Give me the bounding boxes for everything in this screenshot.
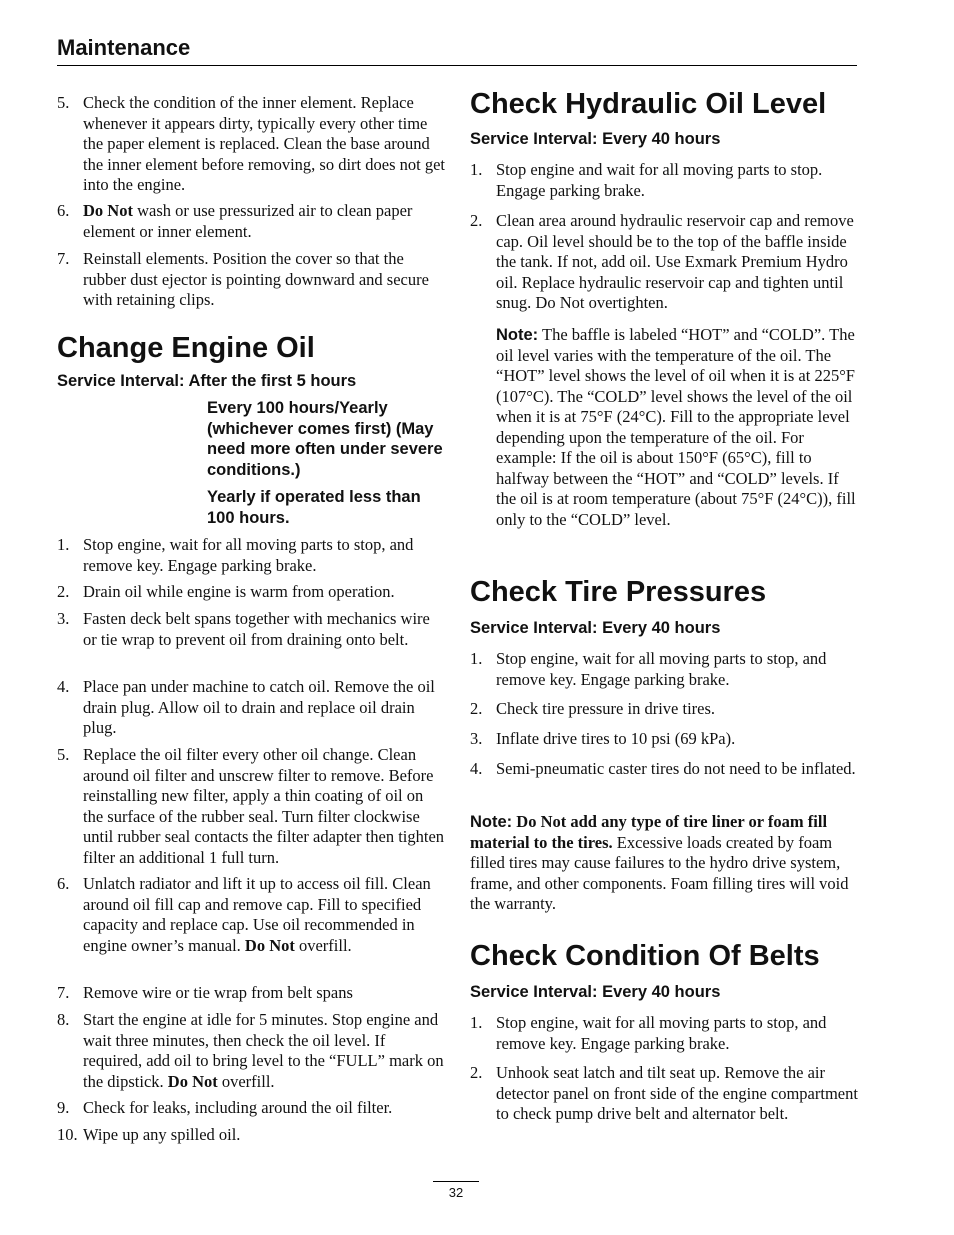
list-number: 2. [57, 582, 70, 601]
list-number: 3. [57, 609, 70, 628]
list-text: Unhook seat latch and tilt seat up. Remove the air detector panel on front side of the engine compartment to check pump drive belt and alternator belt. [496, 1063, 858, 1123]
list-text: Fasten deck belt spans together with mechanics wire or tie wrap to prevent oil from draining onto belt. [83, 609, 430, 649]
list-number: 3. [470, 729, 483, 748]
list-item [470, 649, 860, 690]
emphasis-text: Do Not [167, 1071, 218, 1091]
list-text [83, 201, 447, 242]
section-title-hydraulic-oil: Check Hydraulic Oil Level [470, 88, 827, 120]
list-item [57, 1010, 447, 1092]
list-item [57, 677, 447, 739]
list-item [57, 249, 447, 311]
page-number: 32 [448, 1185, 464, 1200]
list-item [57, 535, 447, 576]
list-number: 5. [57, 745, 70, 764]
list-text: Stop engine, wait for all moving parts to stop, and remove key. Engage parking brake. [83, 535, 414, 575]
list-number: 2. [470, 699, 483, 718]
section-title-condition-of-belts: Check Condition Of Belts [470, 940, 820, 972]
service-interval: Service Interval: Every 40 hours [470, 130, 721, 148]
list-text: Stop engine, wait for all moving parts to stop, and remove key. Engage parking brake. [496, 1013, 827, 1053]
list-number: 2. [470, 1063, 483, 1082]
list-number: 1. [470, 1013, 483, 1032]
service-interval: Service Interval: After the first 5 hours [57, 372, 357, 390]
section-title-change-engine-oil: Change Engine Oil [57, 332, 315, 364]
list-item [470, 729, 860, 750]
list-text-main: Unlatch radiator and lift it up to access oil fill. Clean around oil fill cap and remove cap. Fill to specified capacity and replace cap. Use oil recommended in engine owner’s manual. [83, 874, 431, 955]
service-interval-extra: Every 100 hours/Yearly (whichever comes first) (May need more often under severe conditions.) [207, 399, 443, 479]
service-interval: Service Interval: Every 40 hours [470, 619, 721, 637]
list-text-rest: overfill. [294, 935, 352, 955]
service-interval-extra: Yearly if operated less than 100 hours. [207, 488, 421, 527]
list-item [57, 582, 447, 603]
list-item [470, 211, 860, 314]
list-text [83, 1010, 447, 1092]
list-item [57, 1098, 447, 1119]
list-text-main: Start the engine at idle for 5 minutes. Stop engine and wait three minutes, then check the oil level. If required, add oil to bring level to the “FULL” mark on the dipstick. [83, 1010, 444, 1091]
section-title-tire-pressures: Check Tire Pressures [470, 576, 767, 608]
list-number: 6. [57, 874, 70, 893]
list-item [57, 609, 447, 650]
list-number: 1. [57, 535, 70, 554]
list-item [470, 759, 860, 780]
list-text: Check the condition of the inner element. Replace whenever it appears dirty, typically every other time the paper element is replaced. Clean the base around the inner element before removing, so dirt does not get into the engine. [83, 93, 445, 194]
list-item [57, 201, 447, 242]
list-number: 1. [470, 649, 483, 668]
list-text: Semi-pneumatic caster tires do not need to be inflated. [496, 759, 856, 778]
list-text: Remove wire or tie wrap from belt spans [83, 983, 353, 1002]
list-item [470, 699, 860, 720]
note-paragraph [496, 325, 860, 530]
list-number: 6. [57, 201, 70, 220]
list-item [57, 1125, 447, 1146]
list-text: Wipe up any spilled oil. [83, 1125, 241, 1144]
list-text-rest: overfill. [217, 1071, 275, 1091]
list-item [57, 983, 447, 1004]
list-item [470, 1063, 860, 1125]
list-text: Drain oil while engine is warm from operation. [83, 582, 395, 601]
list-text: Clean area around hydraulic reservoir cap and remove cap. Oil level should be to the top of the baffle inside the tank. If not, add oil. Use Exmark Premium Hydro oil. Replace hydraulic reservoir cap and tighten until snug. Do Not overtighten. [496, 211, 854, 312]
list-number: 8. [57, 1010, 70, 1029]
list-item [57, 874, 447, 956]
note-label: Note: [470, 813, 513, 831]
emphasis-text: Do Not [244, 935, 295, 955]
list-text: Stop engine and wait for all moving parts to stop. Engage parking brake. [496, 160, 823, 200]
note-paragraph [470, 812, 860, 915]
note-text: Excessive loads created by foam filled tires may cause failures to the hydro drive system, frame, and other components. Foam filling tires will void the warranty. [470, 832, 849, 913]
list-text: Stop engine, wait for all moving parts to stop, and remove key. Engage parking brake. [496, 649, 827, 689]
note-text: The baffle is labeled “HOT” and “COLD”. The oil level varies with the temperature of the oil. The “HOT” level shows the level of oil when it is at 225°F (107°C). The “COLD” level shows the level of the oil when it is at 75°F (24°C). Fill to the appropriate level depending upon the temperature of the oil. For example: If the oil is about 150°F (65°C), fill to halfway between the “HOT” and “COLD” levels. If the oil is at room temperature (about 75°F (24°C)), fill only to the “COLD” level. [496, 325, 856, 529]
list-number: 10. [57, 1125, 78, 1144]
note-emphasis: Do Not add any type of tire liner or foam fill material to the tires. [470, 812, 828, 852]
list-item [57, 93, 447, 196]
list-text [83, 874, 447, 956]
section-header-title: Maintenance [57, 35, 191, 60]
list-number: 5. [57, 93, 70, 112]
footer-divider [433, 1181, 479, 1182]
list-text: Replace the oil filter every other oil change. Clean around oil filter and unscrew filter to remove. Before reinstalling new filter, apply a thin coating of oil on the surface of the rubber seal. Turn filter clockwise until rubber seal contacts the filter adapter then tighten filter an additional 1 full turn. [83, 745, 445, 867]
list-text: Inflate drive tires to 10 psi (69 kPa). [496, 729, 736, 748]
list-number: 2. [470, 211, 483, 230]
list-text: Place pan under machine to catch oil. Remove the oil drain plug. Allow oil to drain and replace oil drain plug. [83, 677, 435, 737]
list-text: Reinstall elements. Position the cover so that the rubber dust ejector is pointing downward and secure with retaining clips. [83, 249, 429, 309]
list-number: 4. [57, 677, 70, 696]
emphasis-text: Do Not [83, 201, 133, 220]
list-text: Check for leaks, including around the oil filter. [83, 1098, 393, 1117]
list-item [57, 745, 447, 868]
note-label: Note: [496, 326, 539, 344]
list-number: 4. [470, 759, 483, 778]
list-text-rest: wash or use pressurized air to clean paper element or inner element. [83, 201, 413, 241]
list-text: Check tire pressure in drive tires. [496, 699, 716, 718]
list-item [470, 160, 860, 201]
list-number: 7. [57, 983, 70, 1002]
list-item [470, 1013, 860, 1054]
list-number: 7. [57, 249, 70, 268]
page-header [57, 34, 857, 66]
service-interval: Service Interval: Every 40 hours [470, 983, 721, 1001]
list-number: 9. [57, 1098, 70, 1117]
list-number: 1. [470, 160, 483, 179]
